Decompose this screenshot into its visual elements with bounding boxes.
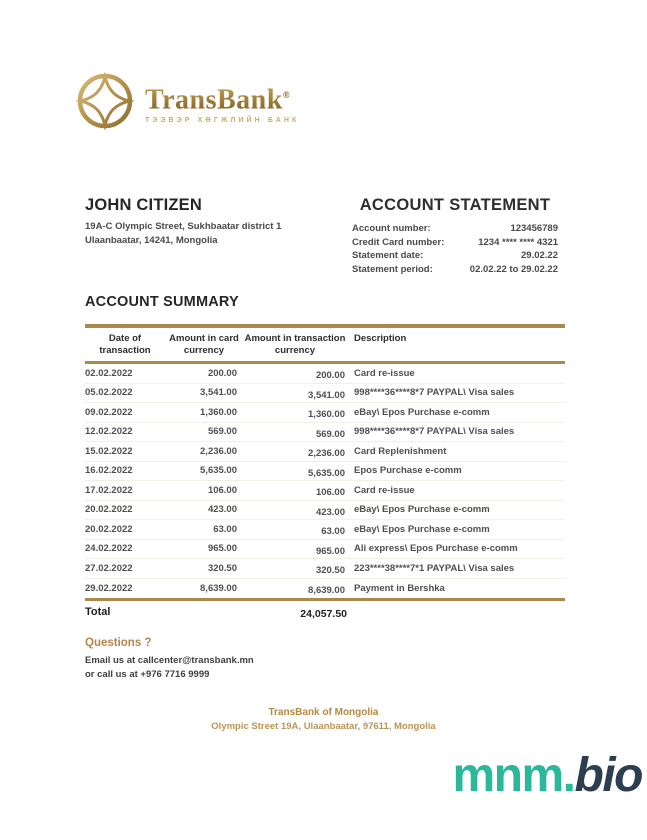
total-label: Total: [85, 606, 111, 618]
cell-description: 998****36****8*7 PAYPAL\ Visa sales: [354, 426, 515, 438]
cell-amount_card: 423.00: [207, 504, 237, 516]
cell-date: 02.02.2022: [85, 367, 133, 379]
cell-amount_txn: 320.50: [315, 565, 345, 577]
cell-description: 998****36****8*7 PAYPAL\ Visa sales: [354, 387, 515, 399]
statement-field-card-number: [352, 236, 558, 250]
cell-amount_txn: 8,639.00: [308, 585, 345, 597]
table-row: [85, 462, 565, 482]
cell-description: eBay\ Epos Purchase e-comm: [354, 523, 490, 535]
bank-footer-address: Olympic Street 19A, Ulaanbaatar, 97611, Mongolia: [211, 721, 436, 732]
cell-amount_txn: 965.00: [315, 545, 345, 557]
questions-phone-line: or call us at +976 7716 9999: [85, 669, 210, 680]
cell-amount_txn: 2,236.00: [308, 448, 345, 460]
cell-date: 15.02.2022: [85, 445, 133, 457]
customer-block: [85, 196, 355, 247]
cell-amount_card: 5,635.00: [200, 465, 237, 477]
mnm-bio-watermark: [453, 748, 643, 804]
transbank-coin-icon: [76, 72, 134, 130]
cell-date: 05.02.2022: [85, 387, 133, 399]
cell-amount_card: 320.50: [207, 562, 237, 574]
column-header-amount-card: Amount in card currency: [169, 333, 239, 356]
cell-amount_card: 3,541.00: [200, 387, 237, 399]
cell-amount_card: 106.00: [207, 484, 237, 496]
transactions-table: [85, 324, 565, 618]
cell-amount_txn: 1,360.00: [308, 409, 345, 421]
column-header-description: Description: [354, 333, 407, 344]
bank-logo: [76, 72, 299, 130]
questions-block: [85, 637, 254, 682]
account-statement-title: ACCOUNT STATEMENT: [359, 196, 551, 214]
cell-description: eBay\ Epos Purchase e-comm: [354, 504, 490, 516]
cell-date: 16.02.2022: [85, 465, 133, 477]
table-row: [85, 384, 565, 404]
cell-description: Payment in Bershka: [354, 582, 445, 594]
table-row: [85, 540, 565, 560]
cell-date: 29.02.2022: [85, 582, 133, 594]
total-value: 24,057.50: [300, 608, 347, 620]
statement-field-account-number: [352, 222, 558, 236]
cell-date: 24.02.2022: [85, 543, 133, 555]
table-header-row: [85, 328, 565, 361]
statement-field-statement-date: [352, 249, 558, 263]
field-value: 1234 **** **** 4321: [478, 236, 558, 248]
customer-name: JOHN CITIZEN: [85, 196, 202, 214]
cell-description: Epos Purchase e-comm: [354, 465, 462, 477]
cell-date: 27.02.2022: [85, 562, 133, 574]
cell-date: 09.02.2022: [85, 406, 133, 418]
table-row: [85, 364, 565, 384]
cell-description: eBay\ Epos Purchase e-comm: [354, 406, 490, 418]
customer-address: [85, 220, 355, 247]
table-row: [85, 423, 565, 443]
logo-brand-name: TransBank: [145, 84, 283, 116]
statement-fields: [352, 222, 558, 276]
statement-field-statement-period: [352, 263, 558, 277]
cell-description: Card re-issue: [354, 367, 415, 379]
field-label: Statement date:: [352, 250, 424, 261]
watermark-bio: bio: [574, 749, 642, 802]
cell-date: 20.02.2022: [85, 504, 133, 516]
column-header-amount-transaction: Amount in transaction currency: [244, 333, 346, 356]
watermark-mnm: mnm.: [452, 749, 575, 802]
cell-amount_card: 965.00: [207, 543, 237, 555]
cell-amount_txn: 569.00: [315, 428, 345, 440]
cell-date: 12.02.2022: [85, 426, 133, 438]
bank-footer-name: TransBank of Mongolia: [268, 707, 379, 718]
customer-address-line2: Ulaanbaatar, 14241, Mongolia: [85, 234, 218, 246]
field-value: 29.02.22: [521, 250, 558, 261]
cell-description: Card Replenishment: [354, 445, 447, 457]
questions-heading: Questions ?: [85, 637, 152, 649]
cell-amount_card: 200.00: [207, 367, 237, 379]
customer-address-line1: 19A-C Olympic Street, Sukhbaatar district 1: [85, 221, 282, 232]
cell-amount_txn: 5,635.00: [308, 467, 345, 479]
cell-description: Card re-issue: [354, 484, 415, 496]
field-label: Statement period:: [352, 263, 433, 275]
cell-amount_txn: 3,541.00: [308, 389, 345, 401]
table-row: [85, 442, 565, 462]
cell-amount_card: 1,360.00: [200, 406, 237, 418]
table-body: [85, 364, 565, 598]
cell-description: Ali express\ Epos Purchase e-comm: [354, 543, 518, 555]
table-row: [85, 403, 565, 423]
cell-amount_card: 569.00: [207, 426, 237, 438]
cell-amount_txn: 63.00: [321, 526, 345, 538]
cell-date: 20.02.2022: [85, 523, 133, 535]
field-value: 123456789: [510, 223, 558, 234]
cell-amount_card: 8,639.00: [200, 582, 237, 594]
table-row: [85, 579, 565, 599]
account-statement-block: [352, 196, 558, 276]
account-summary-title: ACCOUNT SUMMARY: [85, 294, 239, 310]
cell-amount_card: 63.00: [213, 523, 237, 535]
registered-mark: ®: [282, 90, 291, 100]
table-total-row: [85, 601, 565, 618]
logo-text: [145, 81, 299, 124]
cell-amount_txn: 423.00: [315, 506, 345, 518]
questions-email-line: Email us at callcenter@transbank.mn: [85, 655, 254, 666]
logo-tagline: ТЭЭВЭР ХӨГЖЛИЙН БАНК: [145, 117, 300, 125]
bank-footer: [0, 707, 647, 732]
questions-contact: [85, 654, 254, 682]
table-row: [85, 481, 565, 501]
table-row: [85, 520, 565, 540]
cell-amount_card: 2,236.00: [200, 445, 237, 457]
field-label: Credit Card number:: [352, 236, 445, 248]
cell-date: 17.02.2022: [85, 484, 133, 496]
column-header-date: Date of transaction: [99, 333, 151, 356]
table-row: [85, 559, 565, 579]
field-value: 02.02.22 to 29.02.22: [469, 263, 558, 275]
cell-amount_txn: 106.00: [315, 487, 345, 499]
logo-brand: [145, 81, 299, 114]
field-label: Account number:: [352, 223, 431, 234]
cell-amount_txn: 200.00: [315, 370, 345, 382]
table-row: [85, 501, 565, 521]
cell-description: 223****38****7*1 PAYPAL\ Visa sales: [354, 562, 515, 574]
